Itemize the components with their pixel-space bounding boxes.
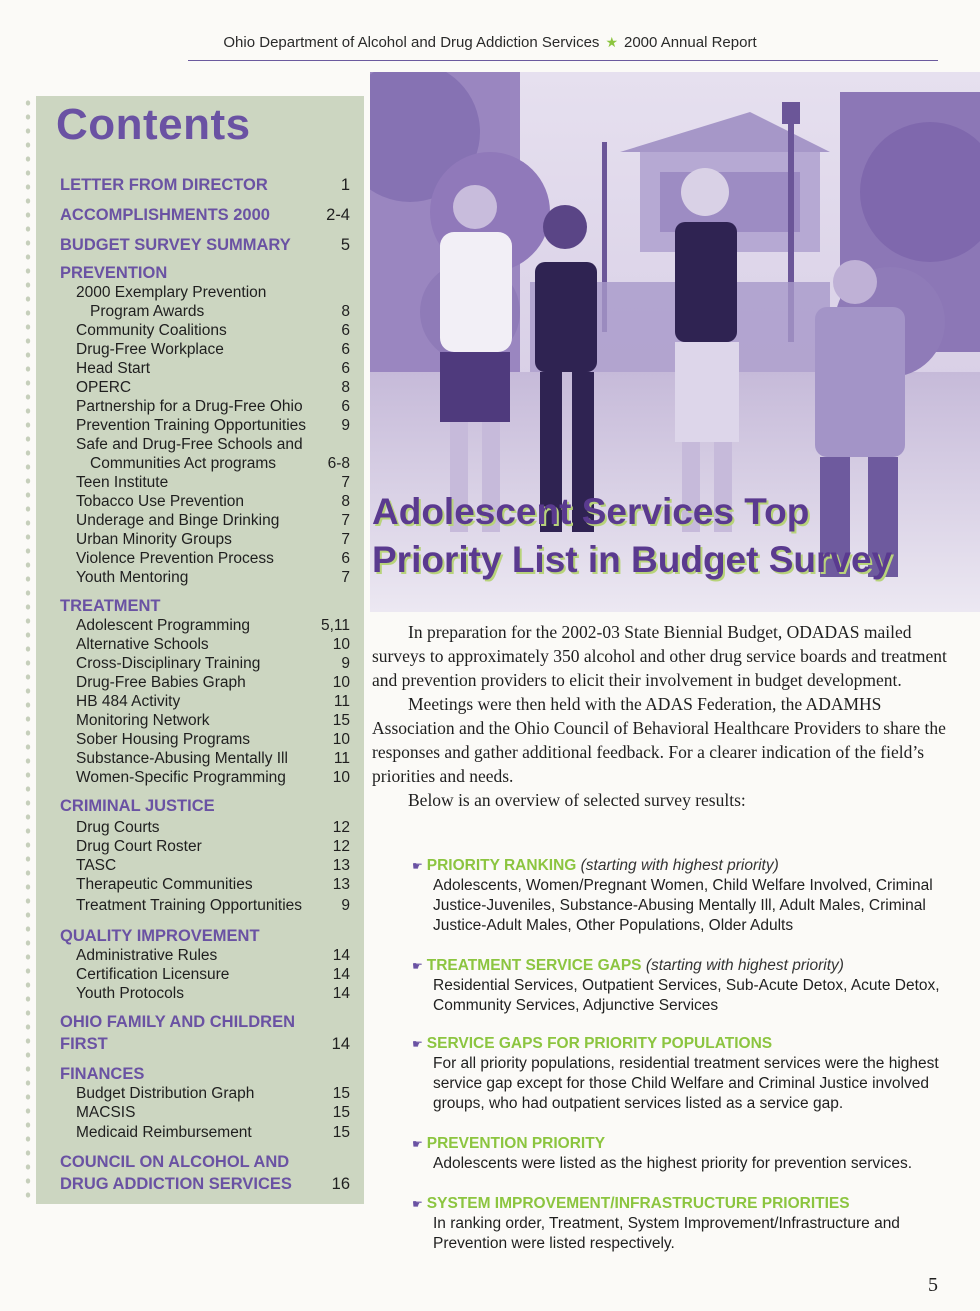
toc-entry-label: Adolescent Programming	[76, 617, 251, 634]
toc-entry-page: 6	[341, 322, 350, 339]
pointing-hand-icon: ☛	[412, 1037, 423, 1051]
toc-entry-page: 7	[341, 569, 350, 586]
bullet-service-gaps-priority	[412, 1034, 957, 1114]
toc-entry-page: 6	[341, 360, 350, 377]
toc-entry-page: 7	[341, 474, 350, 491]
toc-entry-label: Drug-Free Workplace	[76, 341, 224, 358]
toc-entry-label: Urban Minority Groups	[76, 531, 232, 548]
toc-entry-page: 14	[332, 966, 350, 983]
bullet-note: (starting with highest priority)	[580, 857, 779, 874]
toc-entry-page: 8	[341, 303, 350, 320]
toc-entry-label: Therapeutic Communities	[76, 876, 253, 893]
toc-entry-label: Medicaid Reimbursement	[76, 1124, 252, 1141]
toc-entry-label: DRUG ADDICTION SERVICES	[60, 1175, 292, 1193]
sidebar-dot-pattern	[22, 96, 34, 1204]
toc-entry-page: 8	[341, 493, 350, 510]
toc-entry-label: Teen Institute	[76, 474, 169, 491]
toc-entry-page: 13	[332, 876, 350, 893]
pointing-hand-icon: ☛	[412, 859, 423, 873]
bullet-title: SERVICE GAPS FOR PRIORITY POPULATIONS	[426, 1035, 773, 1052]
toc-entry-label: Program Awards	[90, 303, 205, 320]
toc-entry-label: Monitoring Network	[76, 712, 210, 729]
toc-entry-label: MACSIS	[76, 1104, 136, 1121]
toc-entry-page: 13	[332, 857, 350, 874]
toc-entry-page: 9	[341, 655, 350, 672]
toc-entry-page: 14	[332, 947, 350, 964]
toc-entry-page: 10	[332, 731, 350, 748]
page-number: 5	[928, 1274, 938, 1296]
toc-entry-page: 11	[333, 693, 350, 710]
toc-entry-page: 15	[332, 1104, 350, 1121]
paragraph: Below is an overview of selected survey results:	[408, 790, 746, 810]
toc-entry-page: 5	[340, 236, 350, 254]
header-rule	[188, 60, 938, 61]
bullet-prevention-priority	[412, 1134, 957, 1174]
toc-entry-label: Safe and Drug-Free Schools and	[76, 436, 303, 453]
toc-entry-label: Drug Courts	[76, 819, 160, 836]
contents-title: Contents	[56, 100, 251, 149]
contents-panel	[36, 96, 364, 1204]
toc-entry-label: Treatment Training Opportunities	[76, 897, 303, 914]
toc-entry-label: QUALITY IMPROVEMENT	[60, 927, 260, 945]
article-headline	[372, 488, 977, 584]
toc-entry-page: 7	[341, 531, 350, 548]
page-header	[0, 34, 980, 51]
toc-entry-page: 11	[333, 750, 350, 767]
toc-entry-label: Cross-Disciplinary Training	[76, 655, 261, 672]
toc-entry-label: Violence Prevention Process	[76, 550, 274, 567]
bullet-treatment-service-gaps	[412, 956, 957, 1016]
toc-entry-label: Alternative Schools	[76, 636, 209, 653]
toc-entry-page: 8	[341, 379, 350, 396]
toc-entry-label: LETTER FROM DIRECTOR	[60, 176, 268, 194]
bullet-title: SYSTEM IMPROVEMENT/INFRASTRUCTURE PRIORITIES	[426, 1195, 850, 1212]
toc-entry-label: FIRST	[60, 1035, 108, 1053]
toc-entry-page: 16	[331, 1175, 350, 1193]
bullet-text: Adolescents were listed as the highest priority for prevention services.	[433, 1155, 913, 1172]
toc-entry-label: Drug Court Roster	[76, 838, 202, 855]
toc-entry-label: OHIO FAMILY AND CHILDREN	[60, 1013, 295, 1031]
toc-entry-label: Head Start	[76, 360, 151, 377]
toc-entry-label: HB 484 Activity	[76, 693, 181, 710]
toc-entry-page: 9	[341, 417, 350, 434]
toc-entry-label: Partnership for a Drug-Free Ohio	[76, 398, 303, 415]
pointing-hand-icon: ☛	[412, 1137, 423, 1151]
toc-entry-page: 6	[341, 341, 350, 358]
header-report: 2000 Annual Report	[624, 34, 757, 51]
toc-entry-page: 10	[332, 636, 350, 653]
toc-entry-label: 2000 Exemplary Prevention	[76, 284, 267, 301]
toc-entry-page: 14	[332, 985, 350, 1002]
bullet-priority-ranking	[412, 856, 957, 936]
toc-entry-label: Prevention Training Opportunities	[76, 417, 307, 434]
toc-entry-page: 12	[332, 838, 350, 855]
toc-entry-label: Sober Housing Programs	[76, 731, 251, 748]
bullet-title: PRIORITY RANKING	[426, 857, 577, 874]
toc-entry-page: 14	[331, 1035, 350, 1053]
header-org: Ohio Department of Alcohol and Drug Addiction Services	[223, 34, 600, 51]
paragraph: In preparation for the 2002-03 State Biennial Budget, ODADAS mailed surveys to approximately 350 alcohol and other drug service boards and treatment and prevention providers to elicit their involvement in budget development.	[372, 622, 947, 690]
article-body	[372, 620, 956, 812]
toc-entry-page: 15	[332, 712, 350, 729]
toc-entry-page: 6-8	[327, 455, 350, 472]
headline-line-2: Priority List in Budget Survey	[372, 539, 893, 580]
toc-entry-page: 1	[340, 176, 350, 194]
toc-entry-page: 10	[332, 674, 350, 691]
toc-entry-label: TASC	[76, 857, 117, 874]
toc-entry-label: Community Coalitions	[76, 322, 227, 339]
toc-entry-page: 15	[332, 1085, 350, 1102]
toc-entry-label: PREVENTION	[60, 264, 168, 282]
toc-entry-label: Substance-Abusing Mentally Ill	[76, 750, 288, 767]
toc-entry-page: 9	[341, 897, 350, 914]
toc-entry-page: 5,11	[320, 617, 350, 634]
toc-entry-label: TREATMENT	[60, 597, 161, 615]
star-icon: ★	[605, 34, 618, 50]
bullet-title: PREVENTION PRIORITY	[426, 1135, 606, 1152]
toc-entry-page: 6	[341, 550, 350, 567]
toc-entry-label: Communities Act programs	[90, 455, 277, 472]
toc-entry-label: Administrative Rules	[76, 947, 218, 964]
toc-entry-label: FINANCES	[60, 1065, 145, 1083]
toc-entry-page: 15	[332, 1124, 350, 1141]
bullet-note: (starting with highest priority)	[645, 957, 844, 974]
pointing-hand-icon: ☛	[412, 959, 423, 973]
paragraph: Meetings were then held with the ADAS Federation, the ADAMHS Association and the Ohio Council of Behavioral Healthcare Providers to share the responses and gather additional feedback. For a clearer indication of the field’s priorities and needs.	[372, 694, 946, 786]
toc-entry-label: COUNCIL ON ALCOHOL AND	[60, 1153, 290, 1171]
bullet-text: In ranking order, Treatment, System Improvement/Infrastructure and Prevention were listed respectively.	[433, 1215, 900, 1252]
toc-entry-label: ACCOMPLISHMENTS 2000	[60, 206, 270, 224]
toc-entry-page: 10	[332, 769, 350, 786]
toc-entry-label: Youth Protocols	[76, 985, 185, 1002]
toc-entry-label: BUDGET SURVEY SUMMARY	[60, 236, 291, 254]
toc-entry-label: Underage and Binge Drinking	[76, 512, 280, 529]
bullet-text: Residential Services, Outpatient Services, Sub-Acute Detox, Acute Detox, Community Services, Adjunctive Services	[433, 977, 940, 1014]
toc-entry-page: 7	[341, 512, 350, 529]
pointing-hand-icon: ☛	[412, 1197, 423, 1211]
toc-entry-page: 12	[332, 819, 350, 836]
toc-entry-page: 2-4	[326, 206, 350, 224]
toc-entry-label: Tobacco Use Prevention	[76, 493, 245, 510]
bullet-text: For all priority populations, residential treatment services were the highest service gap except for those Child Welfare and Criminal Justice involved groups, who had outpatient services listed as a service gap.	[433, 1055, 939, 1112]
bullet-system-improvement	[412, 1194, 957, 1254]
bullet-text: Adolescents, Women/Pregnant Women, Child Welfare Involved, Criminal Justice-Juveniles, Substance-Abusing Mentally Ill, Adult Males, Criminal Justice-Adult Males, Other Populations, Older Adults	[433, 877, 933, 934]
toc-entry-label: Youth Mentoring	[76, 569, 189, 586]
toc-entry-label: Certification Licensure	[76, 966, 230, 983]
toc-entry-label: CRIMINAL JUSTICE	[60, 797, 215, 815]
bullet-title: TREATMENT SERVICE GAPS	[426, 957, 642, 974]
toc-entry-label: Drug-Free Babies Graph	[76, 674, 246, 691]
toc-entry-label: OPERC	[76, 379, 132, 396]
toc-entry-label: Budget Distribution Graph	[76, 1085, 255, 1102]
toc-entry-label: Women-Specific Programming	[76, 769, 286, 786]
headline-line-1: Adolescent Services Top	[372, 491, 810, 532]
toc-entry-page: 6	[341, 398, 350, 415]
